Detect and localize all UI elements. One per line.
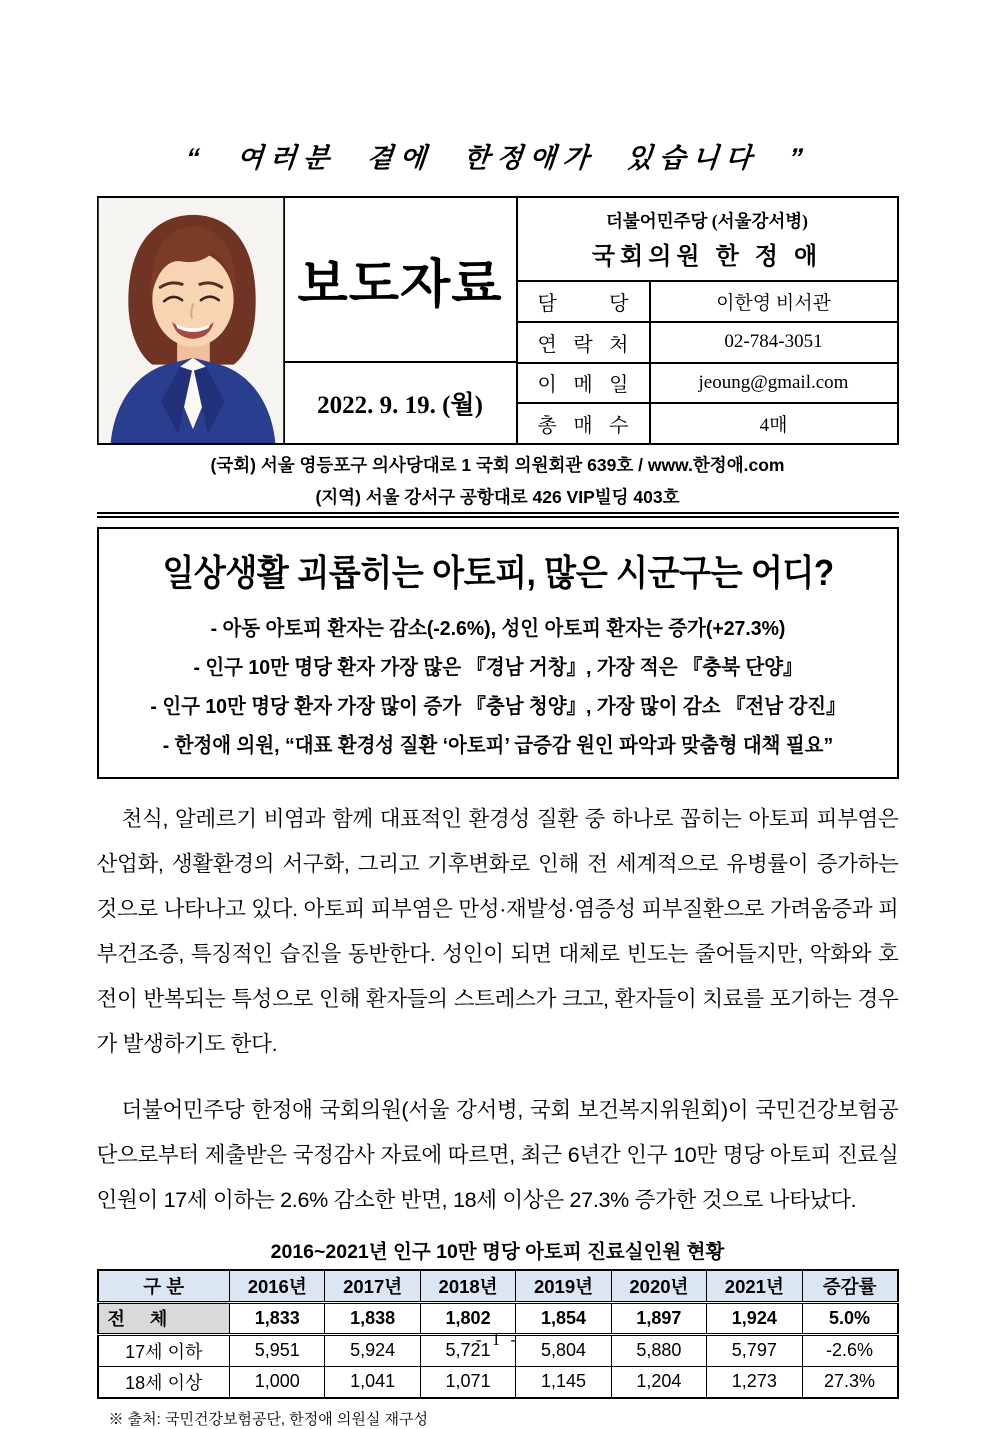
stats-value: 27.3% <box>802 1366 897 1398</box>
stats-value: 5,951 <box>230 1334 325 1366</box>
stats-value: 1,897 <box>611 1302 706 1334</box>
contact-row-pages <box>518 404 897 443</box>
stats-row-label: 전 체 <box>98 1302 230 1334</box>
headline-bullet: - 인구 10만 명당 환자 가장 많은 『경남 거창』, 가장 적은 『충북 단양』 <box>192 656 803 679</box>
stats-value: 1,924 <box>707 1302 802 1334</box>
contact-row-phone <box>518 323 897 364</box>
double-rule-divider <box>97 512 899 518</box>
stats-table-title: 2016~2021년 인구 10만 명당 아토피 진료실인원 현황 <box>270 1241 725 1263</box>
stats-col-header: 구 분 <box>98 1270 230 1302</box>
contact-label <box>518 404 651 443</box>
stats-col-header: 2020년 <box>611 1270 706 1302</box>
stats-row-over18 <box>98 1366 898 1398</box>
contact-label-text: 총 매 수 <box>537 415 629 438</box>
contact-label-text: 담 당 <box>537 292 629 315</box>
stats-header-row <box>98 1270 898 1302</box>
district-address: (지역) 서울 강서구 공항대로 426 VIP빌딩 403호 <box>315 487 680 507</box>
press-release-page <box>2 0 994 1428</box>
headline-title: 일상생활 괴롭히는 아토피, 많은 시군구는 어디? <box>161 552 834 593</box>
stats-value: 1,000 <box>230 1366 325 1398</box>
stats-col-header: 2017년 <box>325 1270 420 1302</box>
stats-col-header: 증감률 <box>802 1270 897 1302</box>
office-addresses <box>97 449 899 513</box>
contact-value: 02-784-3051 <box>724 331 823 353</box>
member-portrait-photo <box>99 198 283 443</box>
stats-row-label: 18세 이상 <box>98 1366 230 1398</box>
doc-date: 2022. 9. 19. (월) <box>317 392 483 419</box>
stats-col-header: 2019년 <box>516 1270 611 1302</box>
stats-value: 1,145 <box>516 1366 611 1398</box>
contact-info-cell <box>518 198 897 443</box>
stats-value: 5,804 <box>516 1334 611 1366</box>
stats-value: 5,797 <box>707 1334 802 1366</box>
stats-value: 1,802 <box>420 1302 515 1334</box>
page-number: - 1 - <box>475 1330 520 1349</box>
member-identity <box>518 198 897 282</box>
stats-value: 5,721 <box>420 1334 515 1366</box>
contact-label <box>518 323 651 362</box>
assembly-address: (국회) 서울 영등포구 의사당대로 1 국회 의원회관 639호 / www.한정애.com <box>210 455 785 475</box>
stats-value: 1,833 <box>230 1302 325 1334</box>
contact-row-email <box>518 364 897 405</box>
stats-value: 5,924 <box>325 1334 420 1366</box>
stats-value: 1,273 <box>707 1366 802 1398</box>
contact-label-text: 이 메 일 <box>537 374 629 397</box>
stats-value: 5,880 <box>611 1334 706 1366</box>
member-name: 국회의원 한 정 애 <box>591 243 823 270</box>
stats-col-header: 2016년 <box>230 1270 325 1302</box>
stats-value: 1,854 <box>516 1302 611 1334</box>
headline-bullet: - 인구 10만 명당 환자 가장 많이 증가 『충남 청양』, 가장 많이 감소 『전남 강진』 <box>149 695 846 718</box>
stats-value: 1,041 <box>325 1366 420 1398</box>
contact-value: 이한영 비서관 <box>716 292 831 314</box>
slogan-text: “ 여러분 곁에 한정애가 있습니다 ” <box>184 143 811 173</box>
headline-bullet: - 한정애 의원, “대표 환경성 질환 ‘아토피’ 급증감 원인 파악과 맞춤형 대책 필요” <box>162 734 833 757</box>
stats-value: 5.0% <box>802 1302 897 1334</box>
stats-value: 1,838 <box>325 1302 420 1334</box>
contact-label <box>518 364 651 403</box>
stats-col-header: 2021년 <box>707 1270 802 1302</box>
stats-row-label: 17세 이하 <box>98 1334 230 1366</box>
press-header-table <box>97 196 899 445</box>
member-photo-cell <box>99 198 285 443</box>
doc-type-title: 보도자료 <box>285 198 516 363</box>
stats-value: 1,071 <box>420 1366 515 1398</box>
headline-bullets <box>99 609 897 765</box>
body-paragraph-2: 더불어민주당 한정애 국회의원(서울 강서병, 국회 보건복지위원회)이 국민건강보험공단으로부터 제출받은 국정감사 자료에 따르면, 최근 6년간 인구 10만 명당 아토피 진료실인원이 17세 이하는 2.6% 감소한 반면, 18세 이상은 27.3% 증가한 것으로 나타났다. <box>96 1098 899 1212</box>
headline-bullet: - 아동 아토피 환자는 감소(-2.6%), 성인 아토피 환자는 증가(+27.3%) <box>210 617 785 640</box>
stats-source-note: ※ 출처: 국민건강보험공단, 한정애 의원실 재구성 <box>108 1411 428 1428</box>
contact-value: 4매 <box>759 415 788 437</box>
contact-value: jeoung@gmail.com <box>698 371 849 393</box>
stats-value: -2.6% <box>802 1334 897 1366</box>
headline-box <box>97 527 899 779</box>
stats-col-header: 2018년 <box>420 1270 515 1302</box>
contact-label-text: 연 락 처 <box>537 333 629 356</box>
stats-value: 1,204 <box>611 1366 706 1398</box>
party-name: 더불어민주당 (서울강서병) <box>606 210 808 231</box>
contact-row-staff <box>518 282 897 323</box>
body-paragraph-1: 천식, 알레르기 비염과 함께 대표적인 환경성 질환 중 하나로 꼽히는 아토피 피부염은 산업화, 생활환경의 서구화, 그리고 기후변화로 인해 전 세계적으로 유병률이 증가하는 것으로 나타나고 있다. 아토피 피부염은 만성·재발성·염증성 피부질환으로 가려움증과 피부건조증, 특징적인 습진을 동반한다. 성인이 되면 대체로 빈도는 줄어들지만, 악화와 호전이 반복되는 특성으로 인해 환자들의 스트레스가 크고, 환자들이 치료를 포기하는 경우가 발생하기도 한다. <box>96 807 899 1056</box>
contact-label <box>518 282 651 321</box>
doc-type-cell <box>285 198 518 443</box>
